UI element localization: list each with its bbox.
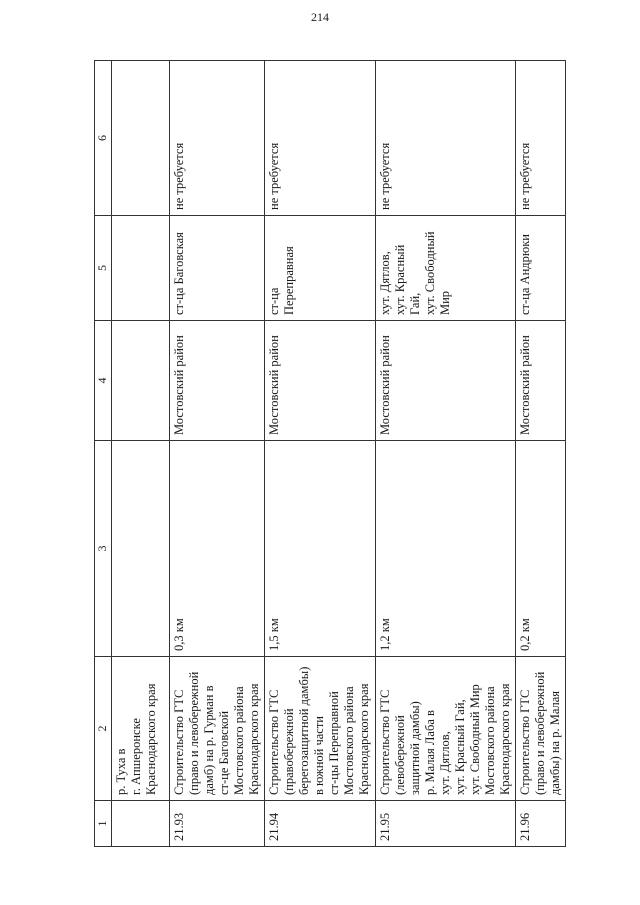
header-cell: 6 bbox=[95, 61, 112, 216]
header-row bbox=[95, 61, 112, 847]
table-cell bbox=[112, 321, 170, 441]
cell-line: г. Апшеронске bbox=[129, 718, 143, 795]
settlement bbox=[376, 216, 516, 321]
cell-line: хут. Красный bbox=[393, 244, 407, 315]
settlement bbox=[516, 216, 566, 321]
district: Мостовский район bbox=[265, 321, 376, 441]
cell-line: Мостовского района bbox=[232, 686, 246, 795]
note: не требуется bbox=[516, 61, 566, 216]
row-number: 21.95 bbox=[376, 801, 516, 847]
cell-line: р. Туха в bbox=[114, 748, 128, 795]
table-row bbox=[516, 61, 566, 847]
cell-line: Краснодарского края bbox=[498, 683, 512, 795]
cell-line: защитной дамбы) bbox=[408, 701, 422, 795]
cell-line: хут. Дятлов, bbox=[438, 731, 452, 795]
cell-line: ст-цы Переправной bbox=[327, 691, 341, 795]
table-row bbox=[170, 61, 265, 847]
table-cell bbox=[112, 216, 170, 321]
cell-line: хут. Свободный Мир bbox=[468, 684, 482, 795]
rotated-table-container bbox=[94, 61, 562, 847]
settlement bbox=[265, 216, 376, 321]
cell-line: Строительство ГТС bbox=[518, 689, 532, 795]
cell-line: Строительство ГТС bbox=[267, 689, 281, 795]
note: не требуется bbox=[170, 61, 265, 216]
data-table bbox=[94, 60, 566, 847]
cell-line: (право и левобережной bbox=[187, 671, 201, 795]
object-length: 0,2 км bbox=[516, 441, 566, 657]
note: не требуется bbox=[265, 61, 376, 216]
cell-line: берегозащитной дамбы) bbox=[297, 666, 311, 795]
header-cell: 4 bbox=[95, 321, 112, 441]
row-number: 21.93 bbox=[170, 801, 265, 847]
cell-line: Строительство ГТС bbox=[378, 689, 392, 795]
cell-line: (право и левобережной bbox=[533, 671, 547, 795]
cell-line: дамбы) на р. Малая bbox=[548, 690, 562, 795]
district: Мостовский район bbox=[376, 321, 516, 441]
continuation-row bbox=[112, 61, 170, 847]
table-cell bbox=[112, 657, 170, 801]
table-row bbox=[265, 61, 376, 847]
object-name bbox=[516, 657, 566, 801]
row-number: 21.94 bbox=[265, 801, 376, 847]
header-cell: 5 bbox=[95, 216, 112, 321]
cell-line: (правобережной bbox=[282, 708, 296, 795]
object-length: 1,2 км bbox=[376, 441, 516, 657]
object-name bbox=[170, 657, 265, 801]
row-number: 21.96 bbox=[516, 801, 566, 847]
cell-line: хут. Дятлов, bbox=[378, 251, 392, 315]
note: не требуется bbox=[376, 61, 516, 216]
cell-line: Мостовского района bbox=[342, 686, 356, 795]
settlement bbox=[170, 216, 265, 321]
cell-line: Переправная bbox=[282, 246, 296, 315]
cell-line: Мир bbox=[438, 290, 452, 315]
district: Мостовский район bbox=[516, 321, 566, 441]
cell-line: дамб) на р. Гурман в bbox=[202, 685, 216, 795]
table-cell bbox=[112, 801, 170, 847]
cell-line: (левобережной bbox=[393, 715, 407, 795]
cell-line: ст-ца Баговская bbox=[172, 232, 186, 315]
table-row bbox=[376, 61, 516, 847]
cell-line: хут. Красный Гай, bbox=[453, 699, 467, 795]
cell-line: Краснодарского края bbox=[144, 683, 158, 795]
cell-line: Краснодарского края bbox=[357, 683, 371, 795]
object-length: 1,5 км bbox=[265, 441, 376, 657]
cell-line: Гай, bbox=[408, 292, 422, 315]
table-cell bbox=[112, 61, 170, 216]
object-length: 0,3 км bbox=[170, 441, 265, 657]
cell-line: ст-ца bbox=[267, 287, 281, 315]
cell-line: Мостовского района bbox=[483, 686, 497, 795]
cell-line: в южной части bbox=[312, 716, 326, 795]
cell-line: ст-це Баговской bbox=[217, 710, 231, 795]
header-cell: 2 bbox=[95, 657, 112, 801]
table-cell bbox=[112, 441, 170, 657]
cell-line: Краснодарского края bbox=[247, 683, 261, 795]
cell-line: р. Малая Лаба в bbox=[423, 710, 437, 795]
cell-line: хут. Свободный bbox=[423, 231, 437, 315]
cell-line: ст-ца Андрюки bbox=[518, 234, 532, 315]
page-number: 214 bbox=[311, 10, 329, 24]
header-cell: 1 bbox=[95, 801, 112, 847]
object-name bbox=[376, 657, 516, 801]
header-cell: 3 bbox=[95, 441, 112, 657]
object-name bbox=[265, 657, 376, 801]
cell-line: Строительство ГТС bbox=[172, 689, 186, 795]
district: Мостовский район bbox=[170, 321, 265, 441]
